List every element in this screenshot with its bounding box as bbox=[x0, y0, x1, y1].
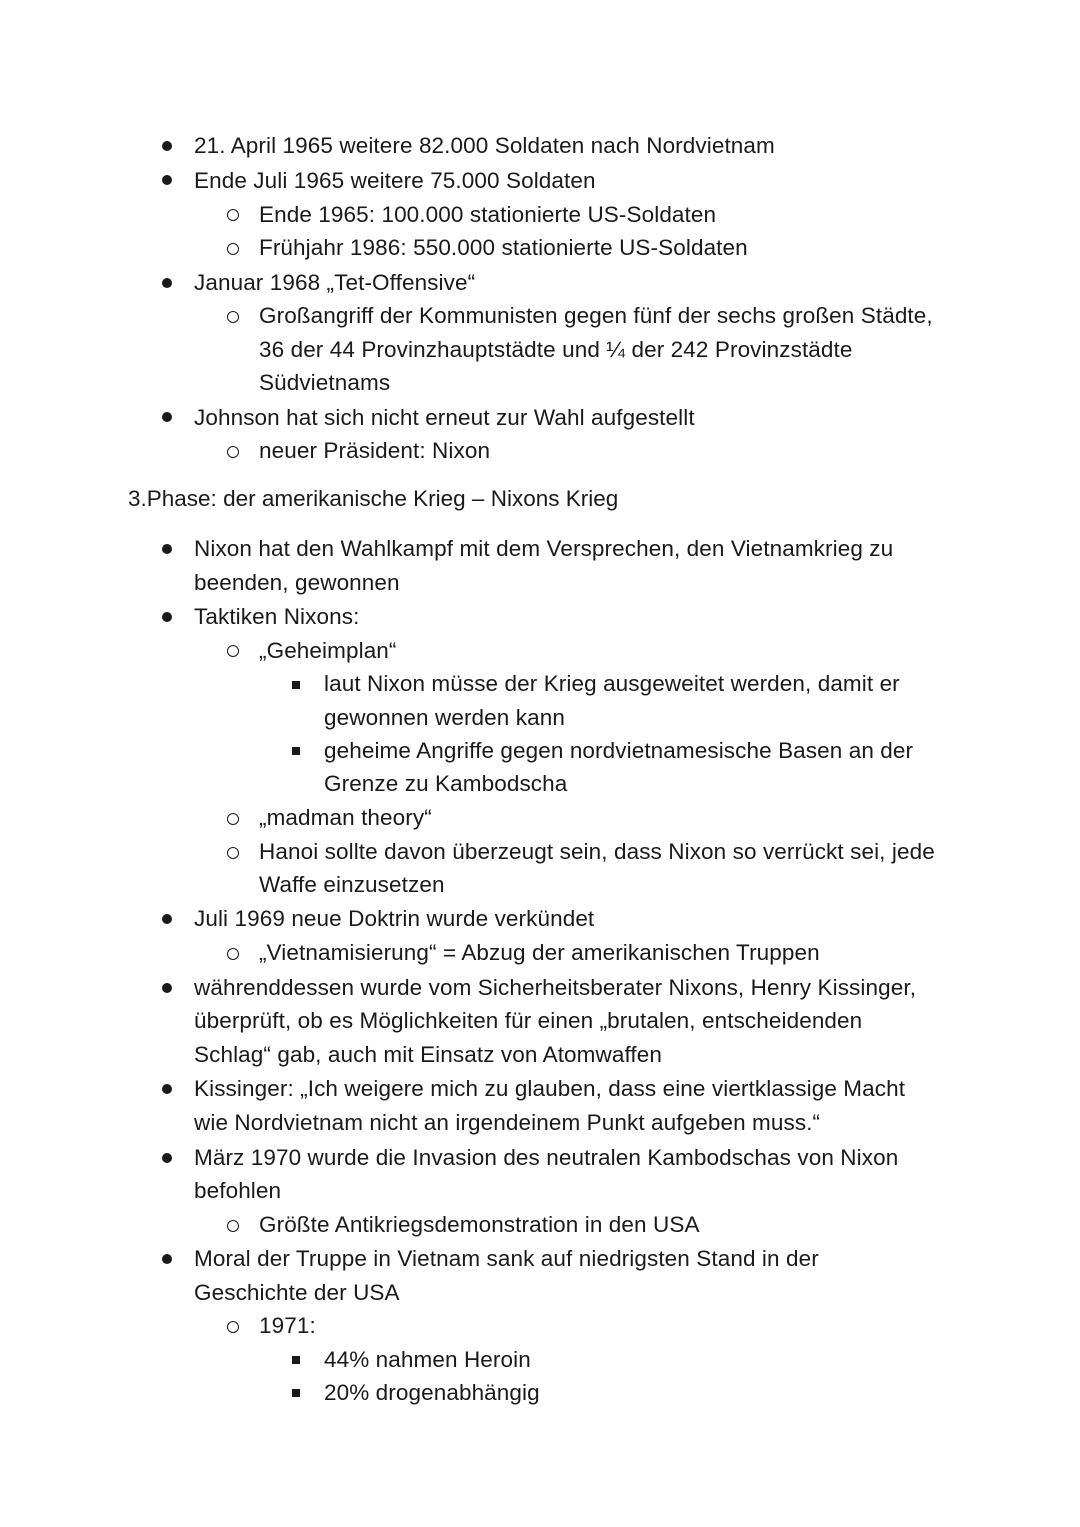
sub-bullet-text: Waffe einzusetzen bbox=[259, 872, 445, 897]
bullet-text: Schlag“ gab, auch mit Einsatz von Atomwaffen bbox=[194, 1042, 662, 1067]
bullet-text: Juli 1969 neue Doktrin wurde verkündet bbox=[194, 906, 595, 931]
bullet-text: wie Nordvietnam nicht an irgendeinem Punkt aufgeben muss.“ bbox=[194, 1110, 821, 1135]
circle-bullet-icon bbox=[227, 1321, 239, 1333]
bullet-text: Moral der Truppe in Vietnam sank auf niedrigsten Stand in der bbox=[194, 1246, 819, 1271]
bullet-icon bbox=[162, 983, 172, 993]
circle-bullet-icon bbox=[227, 446, 239, 458]
bullet-icon bbox=[162, 412, 172, 422]
sub-sub-bullet-text: gewonnen werden kann bbox=[324, 705, 565, 730]
bullet-text: Nixon hat den Wahlkampf mit dem Versprechen, den Vietnamkrieg zu bbox=[194, 536, 894, 561]
circle-bullet-icon bbox=[227, 311, 239, 323]
sub-bullet-text: Ende 1965: 100.000 stationierte US-Soldaten bbox=[259, 202, 717, 227]
bullet-icon bbox=[162, 1084, 172, 1094]
sub-bullet-text: „madman theory“ bbox=[259, 805, 432, 830]
sub-bullet-text: 36 der 44 Provinzhauptstädte und ¼ der 242 Provinzstädte bbox=[259, 337, 853, 362]
circle-bullet-icon bbox=[227, 645, 239, 657]
bullet-text: 21. April 1965 weitere 82.000 Soldaten nach Nordvietnam bbox=[194, 133, 775, 158]
sub-bullet-text: „Vietnamisierung“ = Abzug der amerikanischen Truppen bbox=[259, 940, 820, 965]
sub-bullet-text: Südvietnams bbox=[259, 370, 391, 395]
bullet-icon bbox=[162, 612, 172, 622]
sub-bullet-text: neuer Präsident: Nixon bbox=[259, 438, 491, 463]
bullet-icon bbox=[162, 544, 172, 554]
bullet-text: Kissinger: „Ich weigere mich zu glauben, dass eine viertklassige Macht bbox=[194, 1076, 906, 1101]
square-bullet-icon bbox=[292, 681, 300, 689]
sub-bullet-text: „Geheimplan“ bbox=[259, 638, 397, 663]
bullet-text: überprüft, ob es Möglichkeiten für einen „brutalen, entscheidenden bbox=[194, 1008, 863, 1033]
sub-bullet-text: Großangriff der Kommunisten gegen fünf der sechs großen Städte, bbox=[259, 303, 933, 328]
bullet-text: währenddessen wurde vom Sicherheitsberater Nixons, Henry Kissinger, bbox=[194, 975, 917, 1000]
square-bullet-icon bbox=[292, 747, 300, 755]
bullet-text: befohlen bbox=[194, 1178, 282, 1203]
bullet-text: Taktiken Nixons: bbox=[194, 604, 360, 629]
square-bullet-icon bbox=[292, 1356, 300, 1364]
square-bullet-icon bbox=[292, 1389, 300, 1397]
bullet-icon bbox=[162, 1254, 172, 1264]
sub-bullet-text: 1971: bbox=[259, 1313, 316, 1338]
bullet-icon bbox=[162, 1153, 172, 1163]
bullet-text: Geschichte der USA bbox=[194, 1280, 400, 1305]
bullet-text: beenden, gewonnen bbox=[194, 570, 400, 595]
circle-bullet-icon bbox=[227, 243, 239, 255]
bullet-text: Januar 1968 „Tet-Offensive“ bbox=[194, 270, 476, 295]
sub-sub-bullet-text: 44% nahmen Heroin bbox=[324, 1347, 531, 1372]
circle-bullet-icon bbox=[227, 813, 239, 825]
bullet-text: Ende Juli 1965 weitere 75.000 Soldaten bbox=[194, 168, 596, 193]
section-heading: 3.Phase: der amerikanische Krieg – Nixons Krieg bbox=[128, 486, 619, 511]
sub-sub-bullet-text: 20% drogenabhängig bbox=[324, 1380, 540, 1405]
sub-sub-bullet-text: geheime Angriffe gegen nordvietnamesische Basen an der bbox=[324, 738, 914, 763]
sub-bullet-text: Frühjahr 1986: 550.000 stationierte US-Soldaten bbox=[259, 235, 748, 260]
sub-sub-bullet-text: Grenze zu Kambodscha bbox=[324, 771, 568, 796]
sub-bullet-text: Größte Antikriegsdemonstration in den USA bbox=[259, 1212, 700, 1237]
bullet-icon bbox=[162, 278, 172, 288]
circle-bullet-icon bbox=[227, 948, 239, 960]
bullet-text: März 1970 wurde die Invasion des neutralen Kambodschas von Nixon bbox=[194, 1145, 899, 1170]
bullet-icon bbox=[162, 141, 172, 151]
circle-bullet-icon bbox=[227, 847, 239, 859]
sub-sub-bullet-text: laut Nixon müsse der Krieg ausgeweitet werden, damit er bbox=[324, 671, 900, 696]
bullet-text: Johnson hat sich nicht erneut zur Wahl aufgestellt bbox=[194, 405, 695, 430]
bullet-icon bbox=[162, 914, 172, 924]
bullet-icon bbox=[162, 175, 172, 185]
sub-bullet-text: Hanoi sollte davon überzeugt sein, dass Nixon so verrückt sei, jede bbox=[259, 839, 935, 864]
circle-bullet-icon bbox=[227, 209, 239, 221]
circle-bullet-icon bbox=[227, 1220, 239, 1232]
